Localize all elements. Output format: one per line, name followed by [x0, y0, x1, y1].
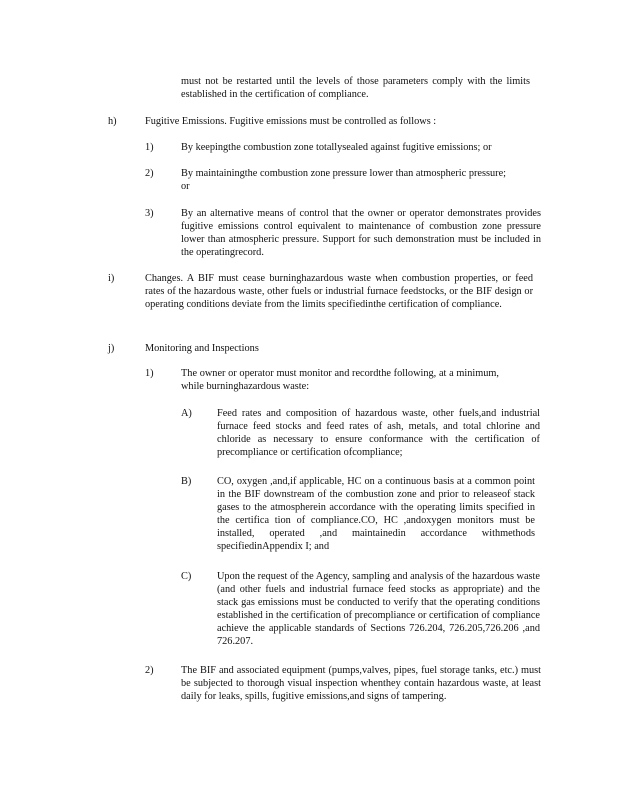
- section-h-item-1-text: By keepingthe combustion zone totallysealed against fugitive emissions; or: [181, 142, 492, 153]
- section-h-item-2-text: By maintainingthe combustion zone pressure lower than atmospheric pressure; or: [181, 168, 506, 192]
- section-h-item-3-label: 3): [145, 208, 154, 219]
- section-j-item-1-label: 1): [145, 368, 154, 379]
- section-i-text: Changes. A BIF must cease burninghazardous waste when combustion properties, or feed rates of the hazardous waste, other fuels or industrial furnace feedstocks, or the BIF design or operating conditions deviate from the limits specifiedinthe certification of compliance.: [145, 273, 533, 310]
- section-j-subitem-a-label: A): [181, 408, 192, 419]
- section-j-subitem-c-label: C): [181, 571, 192, 582]
- section-h-item-1-label: 1): [145, 142, 154, 153]
- section-j-subitem-c-text: Upon the request of the Agency, sampling and analysis of the hazardous waste (and other fuels and industrial furnace feed stocks as appropriate) and the stack gas emissions must be conducted to verify that the operating conditions established in the certification of precompliance or certification of compliance achieve the applicable standards of Sections 726.204, 726.205,726.206 ,and 726.207.: [217, 571, 540, 647]
- section-j-item-1-text: The owner or operator must monitor and recordthe following, at a minimum, while burninghazardous waste:: [181, 368, 499, 392]
- section-j-subitem-a-text: Feed rates and composition of hazardous waste, other fuels,and industrial furnace feed stocks and feed rates of ash, metals, and total chlorine and chloride as necessary to ensure conformance with the certification of precompliance or certification ofcompliance;: [217, 408, 540, 458]
- section-i-label: i): [108, 273, 115, 284]
- section-j-item-2-text: The BIF and associated equipment (pumps,valves, pipes, fuel storage tanks, etc.) must be subjected to thorough visual inspection whenthey contain hazardous waste, at least daily for leaks, spills, fugitive emissions,and signs of tampering.: [181, 665, 541, 702]
- section-j-subitem-b-text: CO, oxygen ,and,if applicable, HC on a continuous basis at a common point in the BIF downstream of the combustion zone and prior to releaseof stack gases to the atmospherein accordance with the operating limits specified in the certifica tion of compliance.CO, HC ,andoxygen monitors must be installed, operated ,and maintainedin accordance withmethods specifiedinAppendix I; and: [217, 476, 535, 552]
- section-h-item-3-text: By an alternative means of control that the owner or operator demonstrates provides fugitive emissions control equivalent to maintenance of combustion zone pressure lower than atmospheric pressure. Support for such demonstration must be included in the operatingrecord.: [181, 208, 541, 258]
- section-h-item-2-label: 2): [145, 168, 154, 179]
- section-j-label: j): [108, 343, 115, 354]
- section-j-subitem-b-label: B): [181, 476, 192, 487]
- section-h-heading: Fugitive Emissions. Fugitive emissions must be controlled as follows :: [145, 116, 437, 127]
- section-j-item-2-label: 2): [145, 665, 154, 676]
- continuation-paragraph: must not be restarted until the levels of those parameters comply with the limits established in the certification of compliance.: [181, 76, 530, 100]
- section-j-heading: Monitoring and Inspections: [145, 343, 259, 354]
- section-h-label: h): [108, 116, 117, 127]
